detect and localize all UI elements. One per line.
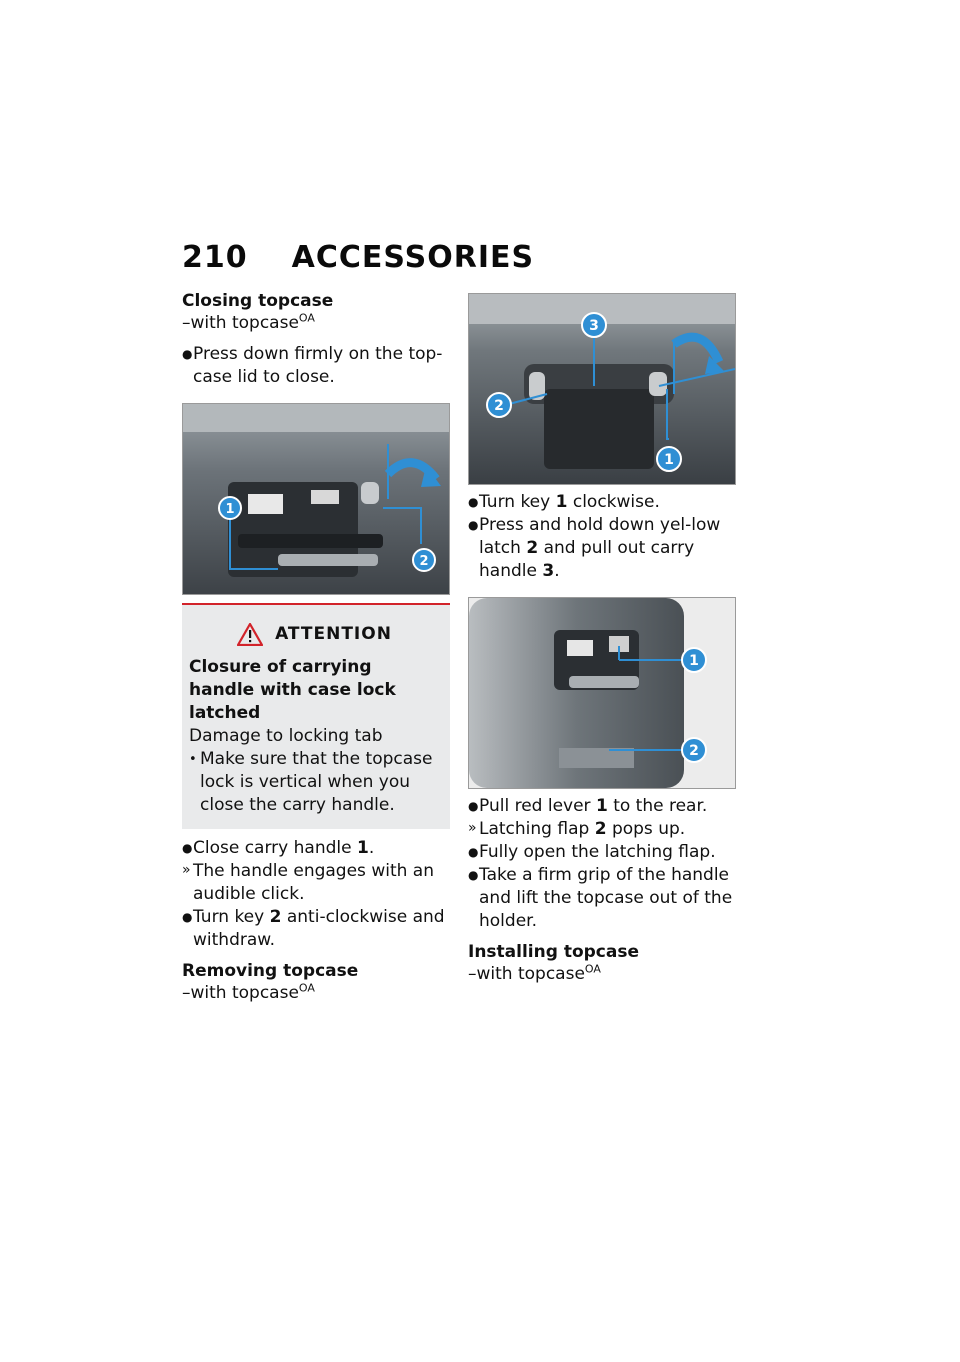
- result-click: » The handle engages with an audible click.: [182, 861, 434, 904]
- option-marker: OA: [584, 962, 601, 976]
- svg-text:1: 1: [225, 502, 235, 517]
- attention-measure: • Make sure that the topcase lock is vertical when you close the carry handle.: [189, 749, 433, 815]
- section-title-installing: Installing topcase: [468, 942, 639, 962]
- step-turn-key-anticlockwise: ● Turn key 2 anti-clockwise and withdraw.: [182, 907, 445, 950]
- step-close-handle: ● Close carry handle 1.: [182, 838, 375, 858]
- condition-removing: –with topcase$^{OA}$: [182, 981, 315, 1003]
- attention-title: ATTENTION: [275, 624, 392, 644]
- attention-box: [182, 603, 450, 829]
- figure-closing-handle: [182, 403, 450, 595]
- svg-text:2: 2: [419, 554, 429, 569]
- section-title-removing: Removing topcase: [182, 961, 359, 981]
- page-number: 210: [182, 240, 248, 275]
- chapter-title: ACCESSORIES: [291, 240, 535, 275]
- step-hold-latch: ● Press and hold down yel-low latch 2 and pull out carry handle 3.: [468, 515, 721, 581]
- option-marker: OA: [298, 311, 315, 325]
- figure-carry-handle: [468, 293, 736, 485]
- svg-text:3: 3: [589, 318, 599, 334]
- step-lift-topcase: ● Take a firm grip of the handle and lift the topcase out of the holder.: [468, 865, 733, 931]
- option-marker: OA: [298, 981, 315, 995]
- result-flap-pops: » Latching flap 2 pops up.: [468, 819, 686, 839]
- step-turn-key-clockwise: ● Turn key 1 clockwise.: [468, 492, 660, 512]
- right-column: [468, 293, 738, 994]
- svg-text:1: 1: [689, 653, 699, 669]
- section-title-closing: Closing topcase: [182, 291, 334, 311]
- page-header: [182, 240, 534, 275]
- attention-effect: Damage to locking tab: [189, 726, 383, 746]
- step-open-flap: ● Fully open the latching flap.: [468, 842, 716, 862]
- attention-heading: Closure of carrying handle with case lock latched: [189, 657, 396, 723]
- step-pull-lever: ● Pull red lever 1 to the rear.: [468, 796, 708, 816]
- condition-closing: –with topcase$^{OA}$: [182, 311, 315, 333]
- figure-red-lever: [468, 597, 736, 789]
- svg-text:2: 2: [494, 398, 504, 414]
- svg-text:1: 1: [664, 452, 674, 468]
- left-column: [182, 290, 452, 1013]
- warning-triangle-icon: [237, 623, 263, 646]
- condition-installing: –with topcase$^{OA}$: [468, 962, 601, 984]
- step-press-lid: ● Press down firmly on the top-case lid to close.: [182, 344, 443, 387]
- svg-text:2: 2: [689, 743, 699, 759]
